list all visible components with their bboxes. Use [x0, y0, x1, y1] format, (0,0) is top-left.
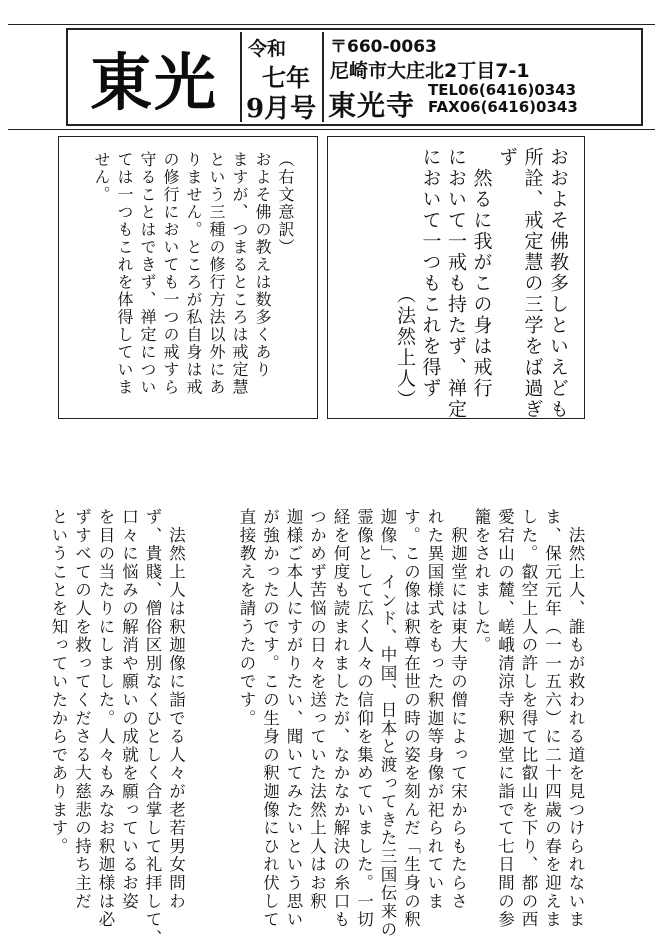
issue-era: 令和 — [248, 38, 287, 60]
article-body: 法然上人、誰もが救われる道を見つけられないま ま、保元元年（一一五六）に二十四歳の春を迎えま した。叡空上人の許しを得て比叡山を下り、都の西 愛宕山の麓、嵯峨清涼寺釈迦堂に詣でて七日間の参 籠をされました。 釈迦堂には東大寺の僧によって宋からもたらさ れた異国様式をもった釈迦等身像が祀られていま す。この像は釈尊在世の時の姿を刻んだ「生身の釈 迦像」、インド、中国、日本と渡ってきた三国伝来の 霊像として広く人々の信仰を集めていました。一切 経を何度も読まれましたが、なかなか解決の糸口も つかめず苦悩の日々を送っていた法然上人はお釈 迦様ご本人にすがりたい、聞いてみたいという思い が強かったのです。この生身の釈迦像にひれ伏して 直接教えを請うたのです。 法然上人は釈迦像に詣でる人々が老若男女問わ ず、貴賤、僧俗区別なくひとしく合掌して礼拝して、 口々に悩みの解消や願いの成就を願っているお姿 を目の当たりにしました。人々もみなお釈迦様は必 ずすべての人を救ってくださる大慈悲の持ち主だ ということを知っていたからであります。 — [49, 508, 585, 947]
phone-fax — [428, 82, 578, 116]
masthead — [66, 28, 643, 126]
issue-date — [240, 32, 324, 122]
phone-number: TEL06(6416)0343 — [428, 81, 577, 99]
translation-text: （右文意訳） およそ佛の教えは数多くあり ますが、つまるところは戒定慧 という三種の修行方法以外にあ りません。ところが私自身は戒 の修行においても一つの戒すら 守ることはできず、禅定につい ては一つもこれを体得していま せん。 — [92, 151, 295, 396]
postal-code: 〒660-0063 — [330, 37, 437, 57]
honen-quote: おおよそ佛教多しといえども 所詮、戒定慧の三学をば過ぎ ず 然るに我がこの身は戒行 において一戒も持たず、禅定 において一つもこれを得ず （法然上人） — [394, 147, 569, 420]
address: 尼崎市大庄北2丁目7-1 — [330, 60, 530, 82]
temple-name: 東光寺 — [328, 89, 416, 122]
translation-box — [58, 136, 318, 419]
issue-year: 七年 — [262, 63, 310, 92]
quote-box — [327, 136, 585, 419]
bottom-rule — [8, 129, 655, 130]
fax-number: FAX06(6416)0343 — [428, 98, 578, 116]
top-rule — [8, 24, 655, 25]
contact-block — [326, 32, 641, 122]
newsletter-logo: 東光 — [89, 45, 218, 119]
issue-month: 9月号 — [246, 94, 317, 124]
